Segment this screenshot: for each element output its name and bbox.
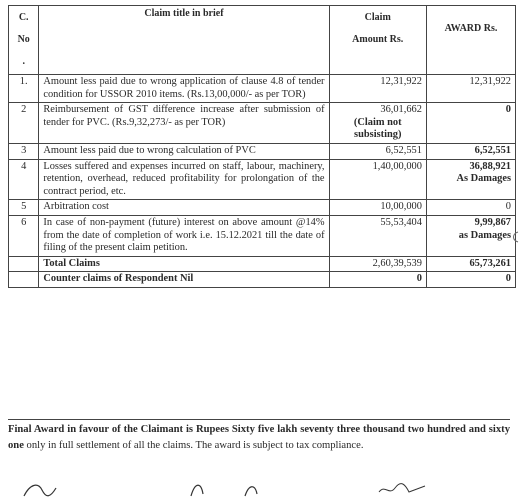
header-claim-amount: Claim Amount Rs. bbox=[329, 6, 426, 75]
signature-mark-2 bbox=[185, 478, 275, 498]
row-award: 0 bbox=[426, 103, 515, 144]
row-award: 12,31,922 bbox=[426, 75, 515, 103]
row-serial: 2 bbox=[9, 103, 39, 144]
row-amount bbox=[329, 103, 426, 144]
row-serial: 6 bbox=[9, 215, 39, 256]
table-row bbox=[9, 103, 516, 144]
row-title: In case of non-payment (future) interest on above amount @14% from the date of completion of work i.e. 15.12.2021 till the date of filing of the present claim petition. bbox=[39, 215, 329, 256]
final-award-text: only in full settlement of all the claims. The award is subject to tax compliance. bbox=[23, 440, 364, 451]
row-amount-value: 36,01,662 bbox=[380, 104, 422, 116]
counter-amount: 0 bbox=[329, 272, 426, 288]
row-amount: 12,31,922 bbox=[329, 75, 426, 103]
row-serial: 5 bbox=[9, 200, 39, 216]
claims-table bbox=[8, 5, 516, 288]
row-award-note: as Damages bbox=[458, 229, 511, 241]
row-amount: 10,00,000 bbox=[329, 200, 426, 216]
total-label: Total Claims bbox=[39, 256, 329, 272]
row-amount-note: (Claim not subsisting) bbox=[353, 116, 402, 141]
row-amount: 55,53,404 bbox=[329, 215, 426, 256]
row-award bbox=[426, 215, 515, 256]
total-row bbox=[9, 256, 516, 272]
row-award-value: 36,88,921 bbox=[469, 160, 511, 172]
header-claim-title: Claim title in brief bbox=[39, 6, 329, 75]
total-award: 65,73,261 bbox=[426, 256, 515, 272]
row-title: Arbitration cost bbox=[39, 200, 329, 216]
row-award: 6,52,551 bbox=[426, 143, 515, 159]
total-amount: 2,60,39,539 bbox=[329, 256, 426, 272]
table-row bbox=[9, 75, 516, 103]
row-award: 0 bbox=[426, 200, 515, 216]
counter-serial bbox=[9, 272, 39, 288]
final-award-statement bbox=[8, 419, 510, 454]
table-row bbox=[9, 143, 516, 159]
table-row bbox=[9, 159, 516, 200]
row-amount: 6,52,551 bbox=[329, 143, 426, 159]
table-header-row bbox=[9, 6, 516, 75]
row-award-value: 9,99,867 bbox=[474, 216, 511, 228]
row-title: Amount less paid due to wrong calculation of PVC bbox=[39, 143, 329, 159]
counter-claims-row bbox=[9, 272, 516, 288]
signature-mark-1 bbox=[20, 478, 80, 498]
header-award: AWARD Rs. bbox=[426, 6, 515, 75]
margin-mark bbox=[510, 230, 520, 244]
row-title: Reimbursement of GST difference increase after submission of tender for PVC. (Rs.9,32,273/- as per TOR) bbox=[39, 103, 329, 144]
row-serial: 4 bbox=[9, 159, 39, 200]
row-award bbox=[426, 159, 515, 200]
row-award-note: As Damages bbox=[456, 173, 511, 185]
final-award-bold-text: Final Award in favour of the Claimant is Rupees Sixty five lakh seventy three thousand two hundred and sixty one bbox=[8, 424, 510, 451]
counter-award: 0 bbox=[426, 272, 515, 288]
row-title: Losses suffered and expenses incurred on staff, labour, machinery, retention, overhead, reduced profitability for prolongation of the contract period, etc. bbox=[39, 159, 329, 200]
table-row bbox=[9, 200, 516, 216]
row-amount: 1,40,00,000 bbox=[329, 159, 426, 200]
row-serial: 1. bbox=[9, 75, 39, 103]
row-title: Amount less paid due to wrong application of clause 4.8 of tender condition for USSOR 2010 items. (Rs.13,00,000/- as per TOR) bbox=[39, 75, 329, 103]
signature-mark-3 bbox=[375, 478, 435, 498]
row-serial: 3 bbox=[9, 143, 39, 159]
counter-label: Counter claims of Respondent Nil bbox=[39, 272, 329, 288]
table-row bbox=[9, 215, 516, 256]
total-serial bbox=[9, 256, 39, 272]
header-serial-no: C. No . bbox=[9, 6, 39, 75]
